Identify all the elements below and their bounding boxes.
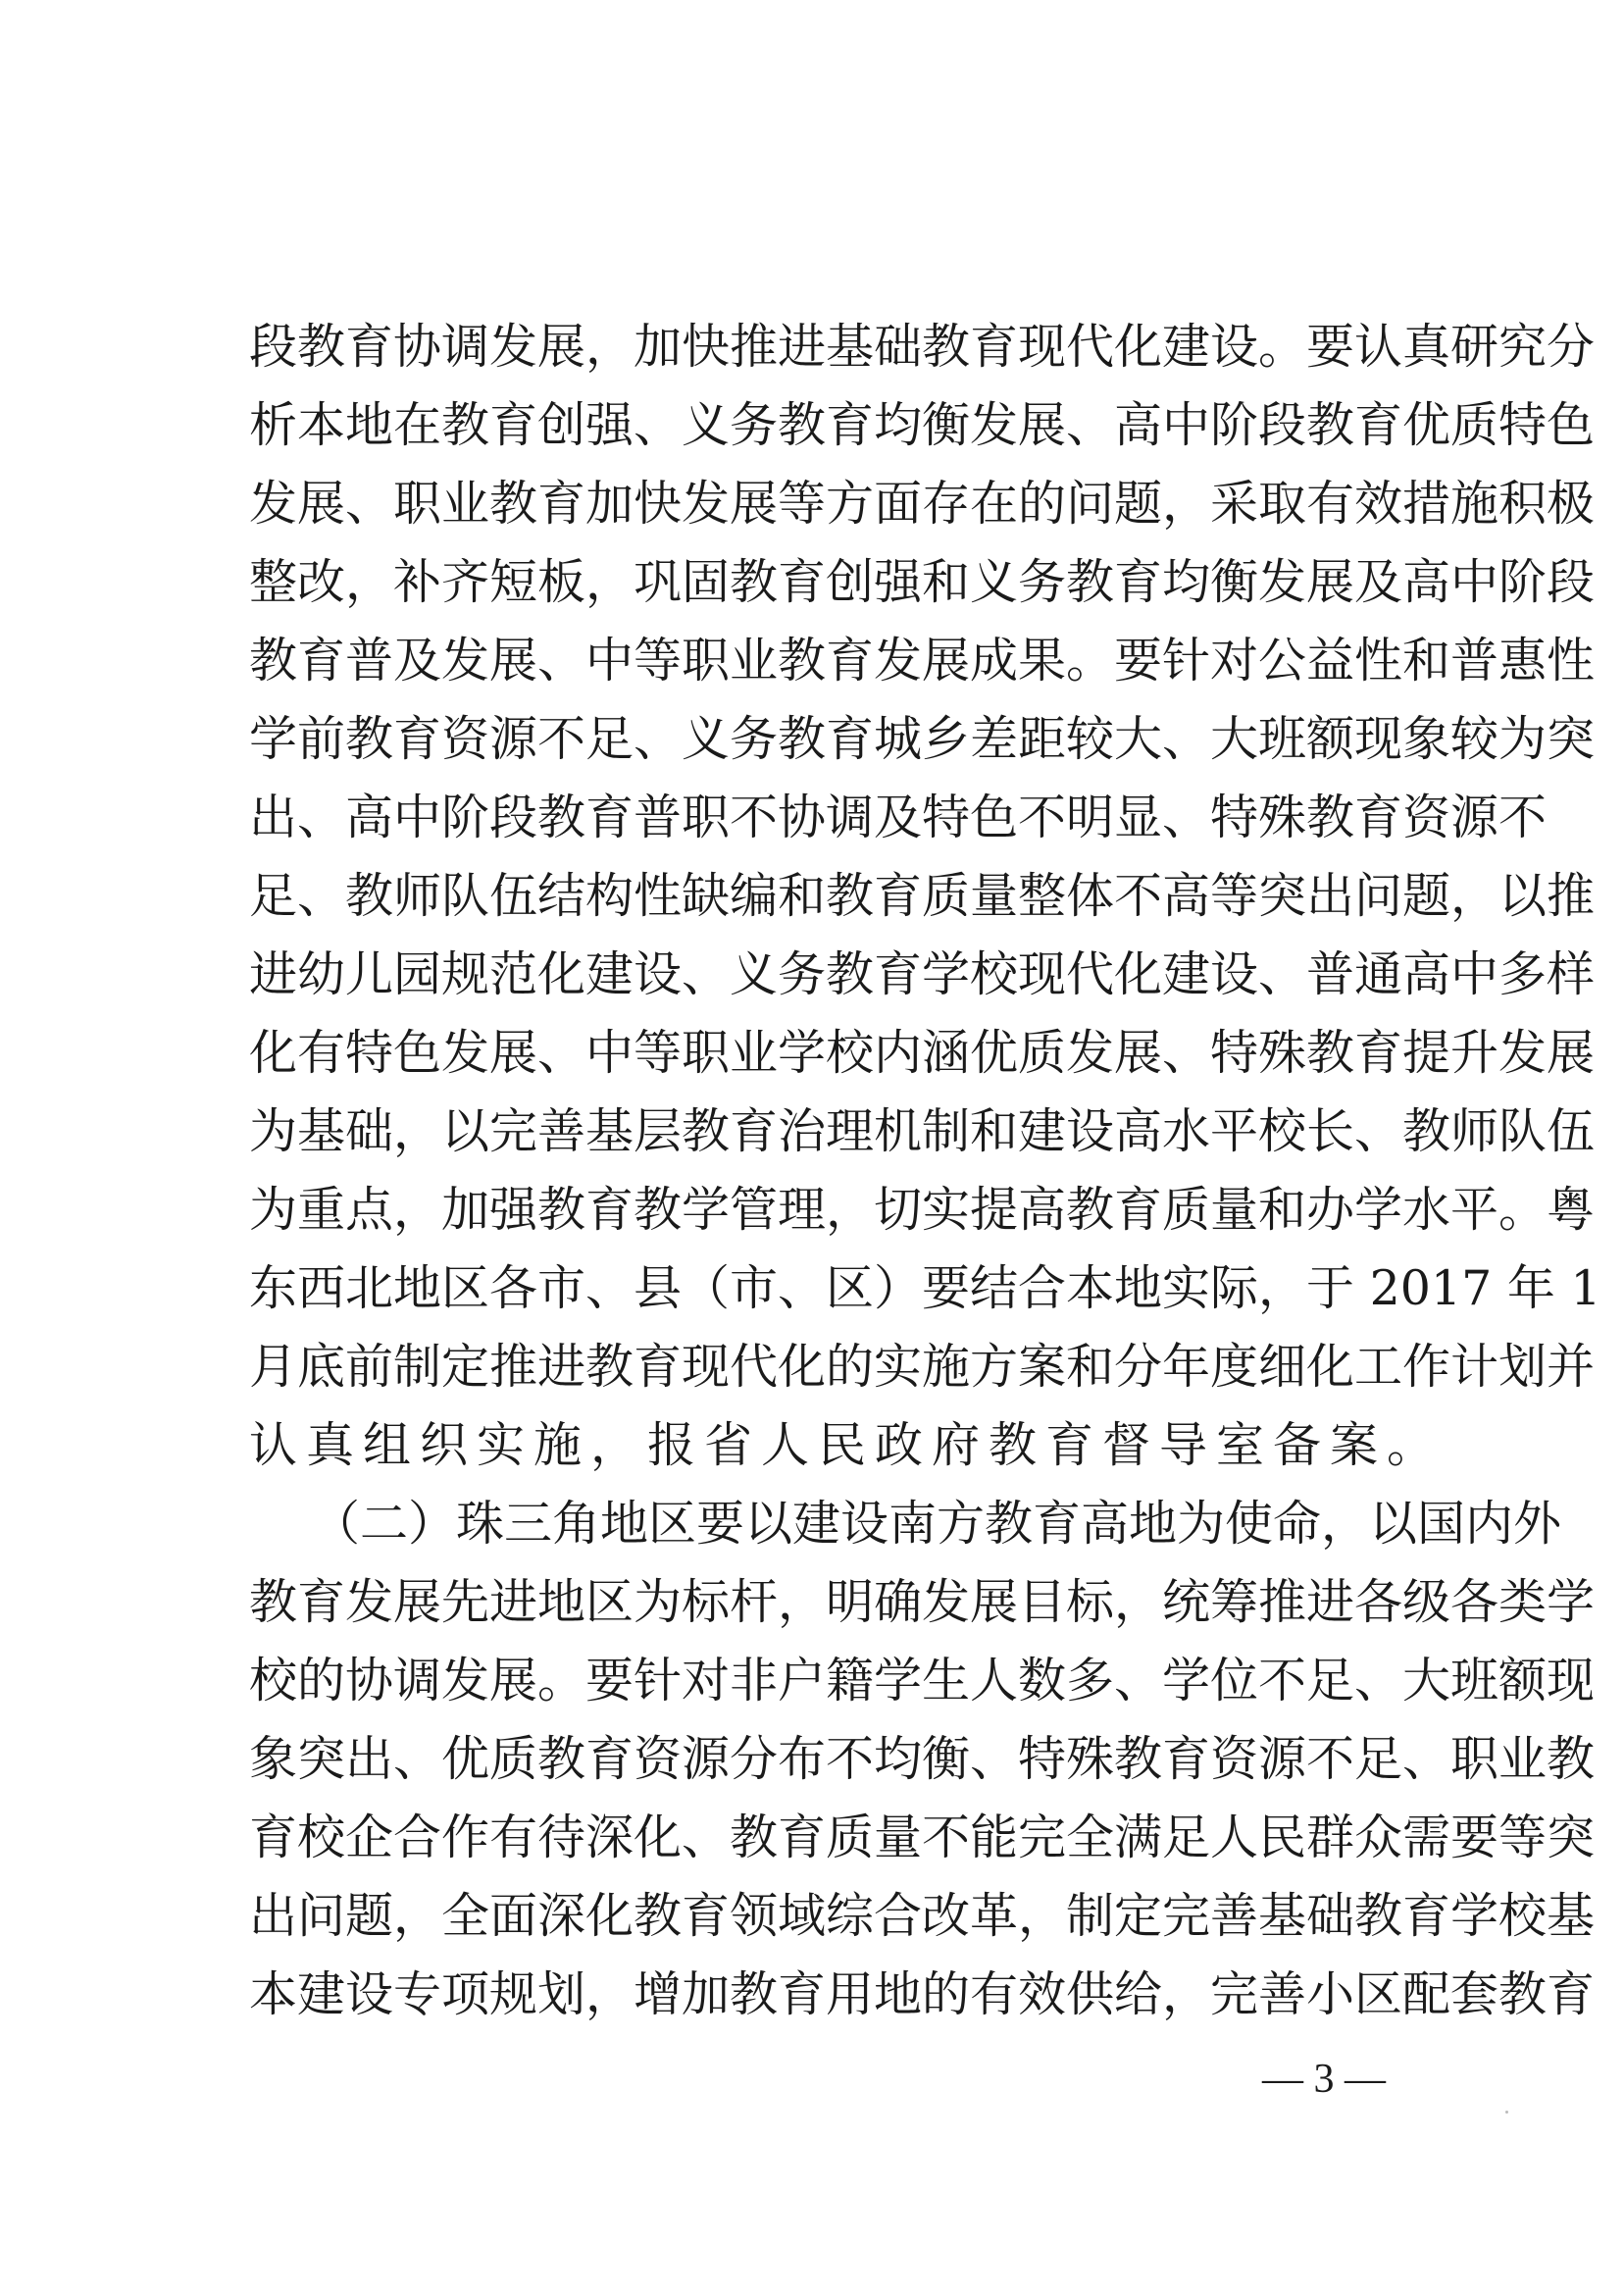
text-line: 整改，补齐短板，巩固教育创强和义务教育均衡发展及高中阶段 bbox=[249, 554, 1596, 610]
text-line: 进幼儿园规范化建设、义务教育学校现代化建设、普通高中多样 bbox=[249, 946, 1596, 1002]
text-line: 教育发展先进地区为标杆，明确发展目标，统筹推进各级各类学 bbox=[249, 1574, 1596, 1630]
text-line: 化有特色发展、中等职业学校内涵优质发展、特殊教育提升发展 bbox=[249, 1025, 1596, 1081]
text-line: 发展、职业教育加快发展等方面存在的问题，采取有效措施积极 bbox=[249, 476, 1596, 532]
text-line: 出、高中阶段教育普职不协调及特色不明显、特殊教育资源不 bbox=[249, 790, 1548, 845]
text-line: 为基础，以完善基层教育治理机制和建设高水平校长、教师队伍 bbox=[249, 1103, 1596, 1159]
text-line: 出问题，全面深化教育领域综合改革，制定完善基础教育学校基 bbox=[249, 1888, 1596, 1944]
text-line: 本建设专项规划，增加教育用地的有效供给，完善小区配套教育 bbox=[249, 1966, 1596, 2022]
page-number: — 3 — bbox=[1262, 2057, 1386, 2102]
text-line: 东西北地区各市、县（市、区）要结合本地实际，于 2017 年 1 bbox=[249, 1260, 1601, 1316]
text-line: 析本地在教育创强、义务教育均衡发展、高中阶段教育优质特色 bbox=[249, 397, 1596, 453]
text-line: （二）珠三角地区要以建设南方教育高地为使命，以国内外 bbox=[312, 1496, 1562, 1552]
text-line: 教育普及发展、中等职业教育发展成果。要针对公益性和普惠性 bbox=[249, 633, 1596, 688]
text-line: 育校企合作有待深化、教育质量不能完全满足人民群众需要等突 bbox=[249, 1810, 1596, 1865]
text-line: 校的协调发展。要针对非户籍学生人数多、学位不足、大班额现 bbox=[249, 1653, 1596, 1708]
text-line: 月底前制定推进教育现代化的实施方案和分年度细化工作计划并 bbox=[249, 1339, 1596, 1395]
scan-speck bbox=[1505, 2111, 1508, 2114]
text-line: 认真组织实施，报省人民政府教育督导室备案。 bbox=[249, 1417, 1445, 1473]
text-line: 为重点，加强教育教学管理，切实提高教育质量和办学水平。粤 bbox=[249, 1182, 1596, 1238]
text-line: 象突出、优质教育资源分布不均衡、特殊教育资源不足、职业教 bbox=[249, 1731, 1596, 1787]
text-line: 段教育协调发展，加快推进基础教育现代化建设。要认真研究分 bbox=[249, 319, 1596, 375]
text-line: 足、教师队伍结构性缺编和教育质量整体不高等突出问题，以推 bbox=[249, 868, 1596, 924]
text-line: 学前教育资源不足、义务教育城乡差距较大、大班额现象较为突 bbox=[249, 711, 1596, 767]
